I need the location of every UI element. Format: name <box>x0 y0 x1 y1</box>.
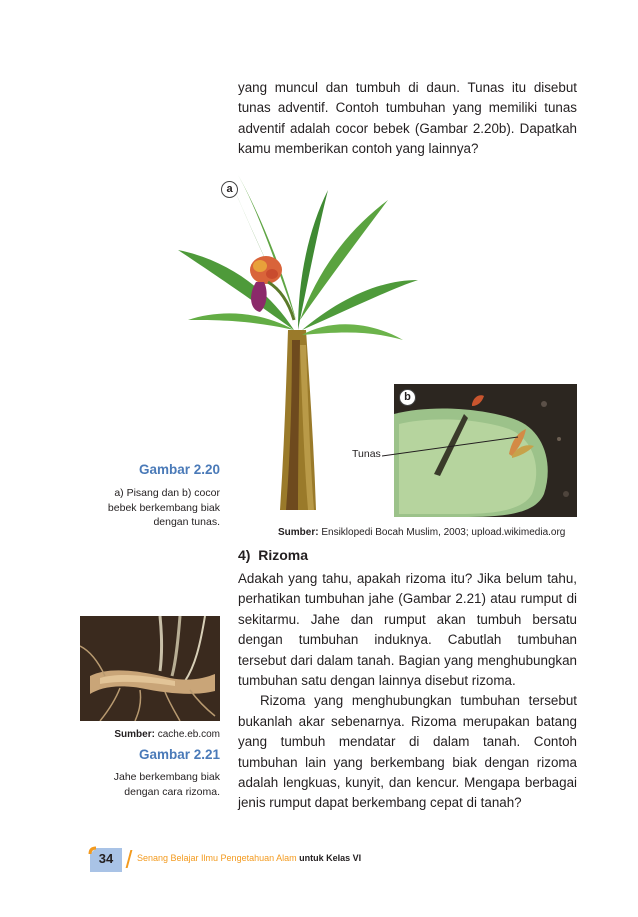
jahe-photo <box>80 616 220 721</box>
section-heading: 4) Rizoma <box>238 547 309 563</box>
rizoma-paragraph-1: Adakah yang tahu, apakah rizoma itu? Jika belum tahu, perhatikan tumbuhan jahe (Gambar 2.21) atau rumput di sekitarmu. Jahe dan rumput akan tumbuh bersatu dengan tumbuhan induknya. Cabutlah tumbuhan tersebut dari dalam tanah. Bagian yang menghubungkan tumbuhan satu dengan lainnya disebut rizoma. <box>238 571 577 689</box>
book-suffix: untuk Kelas VI <box>296 853 362 863</box>
footer-text <box>137 853 361 863</box>
intro-paragraph: yang muncul dan tumbuh di daun. Tunas itu disebut tunas adventif. Contoh tumbuhan yang memiliki tunas adventif adalah cocor bebek (Gambar 2.20b). Dapatkah kamu memberikan contoh yang lainnya? <box>238 80 577 157</box>
source-text: cache.eb.com <box>157 729 220 740</box>
tunas-pointer-line <box>382 434 522 458</box>
footer-divider <box>126 850 133 868</box>
figure-221-caption-text: Jahe berkembang biak dengan cara rizoma. <box>113 771 220 798</box>
source-prefix: Sumber: <box>278 527 319 538</box>
rizoma-paragraph-2: Rizoma yang menghubungkan tumbuhan tersebut bukanlah akar sebenarnya. Rizoma merupakan batang yang tumbuh mendatar di dalam tanah. Contoh tumbuhan lain yang berkembang biak dengan rizoma adalah lengkuas, kunyit, dan kencur. Mengapa berbagai jenis rumput dapat berkembang cepat di tanah? <box>238 693 577 811</box>
figure-220-source <box>278 527 578 538</box>
figure-220-caption-text: a) Pisang dan b) cocor bebek berkembang biak dengan tunas. <box>107 487 220 528</box>
tunas-label: Tunas <box>352 448 381 460</box>
figure-221-caption-title: Gambar 2.21 <box>138 747 220 762</box>
section-body <box>238 569 577 814</box>
book-title: Senang Belajar Ilmu Pengetahuan Alam <box>137 853 297 863</box>
figure-label-a: a <box>221 181 238 198</box>
figure-label-b: b <box>399 389 416 406</box>
figure-220-caption-title: Gambar 2.20 <box>138 462 220 477</box>
source-prefix: Sumber: <box>114 729 155 740</box>
page-number: 34 <box>98 851 114 866</box>
figure-221-source <box>80 729 220 740</box>
page-number-badge <box>88 846 124 874</box>
source-text: Ensiklopedi Bocah Muslim, 2003; upload.wikimedia.org <box>321 527 566 538</box>
